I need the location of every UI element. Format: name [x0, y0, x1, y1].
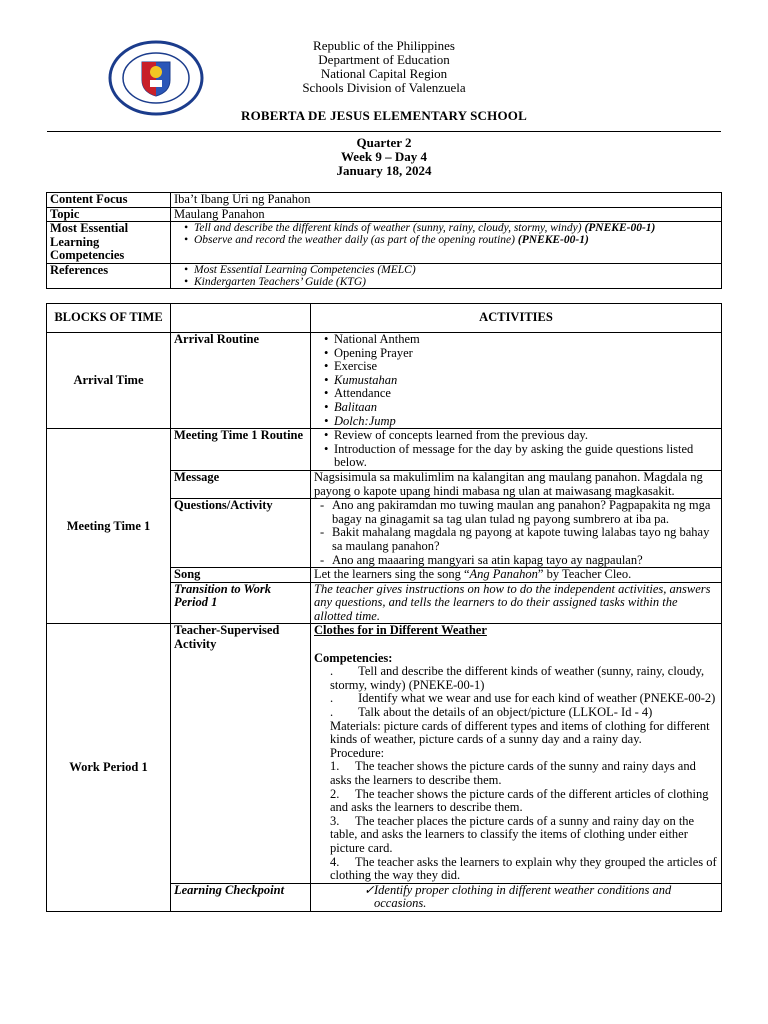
lesson-plan-table	[46, 303, 722, 912]
header-department: Department of Education	[318, 52, 450, 67]
lesson-date: January 18, 2024	[336, 163, 432, 178]
song-text: Let the learners sing the song “Ang Panahon” by Teacher Cleo.	[311, 568, 722, 583]
arrival-item: • Opening Prayer	[324, 347, 718, 361]
references-label: References	[47, 263, 171, 288]
procedure-label: Procedure:	[330, 745, 385, 760]
arrival-routine-label: Arrival Routine	[171, 333, 311, 429]
competency-item: . Identify what we wear and use for each kind of weather (PNEKE-00-2)	[330, 691, 716, 706]
question-item: - Bakit mahalang magdala ng payong at kapote tuwing lalabas tayo ng bahay sa maulang panahon?	[320, 526, 718, 553]
arrival-time-block: Arrival Time	[47, 333, 171, 429]
content-focus-label: Content Focus	[47, 193, 171, 208]
checkpoint-item: ✓ Identify proper clothing in different weather conditions and occasions.	[364, 884, 718, 911]
header-division: Schools Division of Valenzuela	[302, 80, 466, 95]
procedure-step: 2. The teacher shows the picture cards of the different articles of clothing and asks the learners to describe them.	[330, 786, 709, 815]
activity-title: Clothes for in Different Weather	[314, 623, 487, 638]
arrival-item: • Exercise	[324, 360, 718, 374]
arrival-item: • Kumustahan	[324, 374, 718, 388]
procedure-step: 1. The teacher shows the picture cards of the sunny and rainy days and asks the learners to describe them.	[330, 759, 696, 787]
procedure-step: 3. The teacher places the picture cards of a sunny and rainy day on the table, and asks the learners to classify the items of clothing under either picture card.	[330, 813, 695, 855]
header-divider	[47, 131, 721, 132]
competency-item: . Talk about the details of an object/picture (LLKOL- Id - 4)	[330, 705, 653, 720]
reference-item: • Kindergarten Teachers’ Guide (KTG)	[184, 276, 718, 288]
teacher-supervised-label: Teacher-Supervised Activity	[171, 624, 311, 883]
materials-text: Materials: picture cards of different types and items of clothing for different kinds of weather, picture cards of a sunny day and a rainy day.	[330, 718, 710, 747]
question-item: - Ano ang pakiramdan mo tuwing maulan ang panahon? Pagpapakita ng mga bagay na ginagamit sa tag ulan tulad ng payong sumbrero at iba pa.	[320, 499, 718, 526]
content-focus-value: Iba’t Ibang Uri ng Panahon	[171, 193, 722, 208]
arrival-item: • Balitaan	[324, 401, 718, 415]
procedure-step: 4. The teacher asks the learners to explain why they grouped the articles of clothing the way they did.	[330, 854, 717, 883]
question-item: - Ano ang maaaring mangyari sa atin kapag tayo ay nagpaulan?	[320, 554, 718, 568]
message-label: Message	[171, 470, 311, 498]
arrival-item: • Dolch:Jump	[324, 415, 718, 429]
melc-label: Most Essential Learning Competencies	[47, 222, 171, 264]
competencies-label: Competencies:	[314, 650, 393, 665]
blocks-of-time-header: BLOCKS OF TIME	[47, 304, 171, 333]
arrival-item: • Attendance	[324, 387, 718, 401]
transition-text: The teacher gives instructions on how to do the independent activities, answers any questions, and tells the learners to do their assigned tasks within the allotted time.	[311, 582, 722, 624]
topic-value: Maulang Panahon	[171, 207, 722, 222]
melc-item: • Observe and record the weather daily (as part of the opening routine) (PNEKE-00-1)	[184, 234, 718, 246]
competency-item: . Tell and describe the different kinds of weather (sunny, rainy, cloudy, stormy, windy) (PNEKE-00-1)	[330, 664, 705, 692]
meeting-routine-item: • Introduction of message for the day by asking the guide questions listed below.	[324, 443, 718, 470]
topic-label: Topic	[47, 207, 171, 222]
meeting-time-block: Meeting Time 1	[47, 429, 171, 624]
header-republic: Republic of the Philippines	[313, 38, 455, 53]
lesson-info-table	[46, 192, 722, 289]
questions-label: Questions/Activity	[171, 499, 311, 568]
quarter: Quarter 2	[356, 135, 412, 150]
arrival-item: • National Anthem	[324, 333, 718, 347]
meeting-routine-item: • Review of concepts learned from the previous day.	[324, 429, 718, 443]
header-region: National Capital Region	[320, 66, 448, 81]
activities-header: ACTIVITIES	[311, 304, 722, 333]
week-day: Week 9 – Day 4	[341, 149, 427, 164]
meeting-routine-label: Meeting Time 1 Routine	[171, 429, 311, 471]
work-period-block: Work Period 1	[47, 624, 171, 911]
message-text: Nagsisimula sa makulimlim na kalangitan ang maulang panahon. Magdala ng payong o kapote upang hindi mabasa ng ulan at maiwasang magkasakit.	[311, 470, 722, 498]
song-label: Song	[171, 568, 311, 583]
transition-label: Transition to Work Period 1	[171, 582, 311, 624]
reference-item: • Most Essential Learning Competencies (MELC)	[184, 264, 718, 276]
learning-checkpoint-label: Learning Checkpoint	[171, 883, 311, 911]
melc-item: • Tell and describe the different kinds of weather (sunny, rainy, cloudy, stormy, windy) (PNEKE-00-1)	[184, 222, 718, 234]
school-name: ROBERTA DE JESUS ELEMENTARY SCHOOL	[241, 108, 527, 123]
